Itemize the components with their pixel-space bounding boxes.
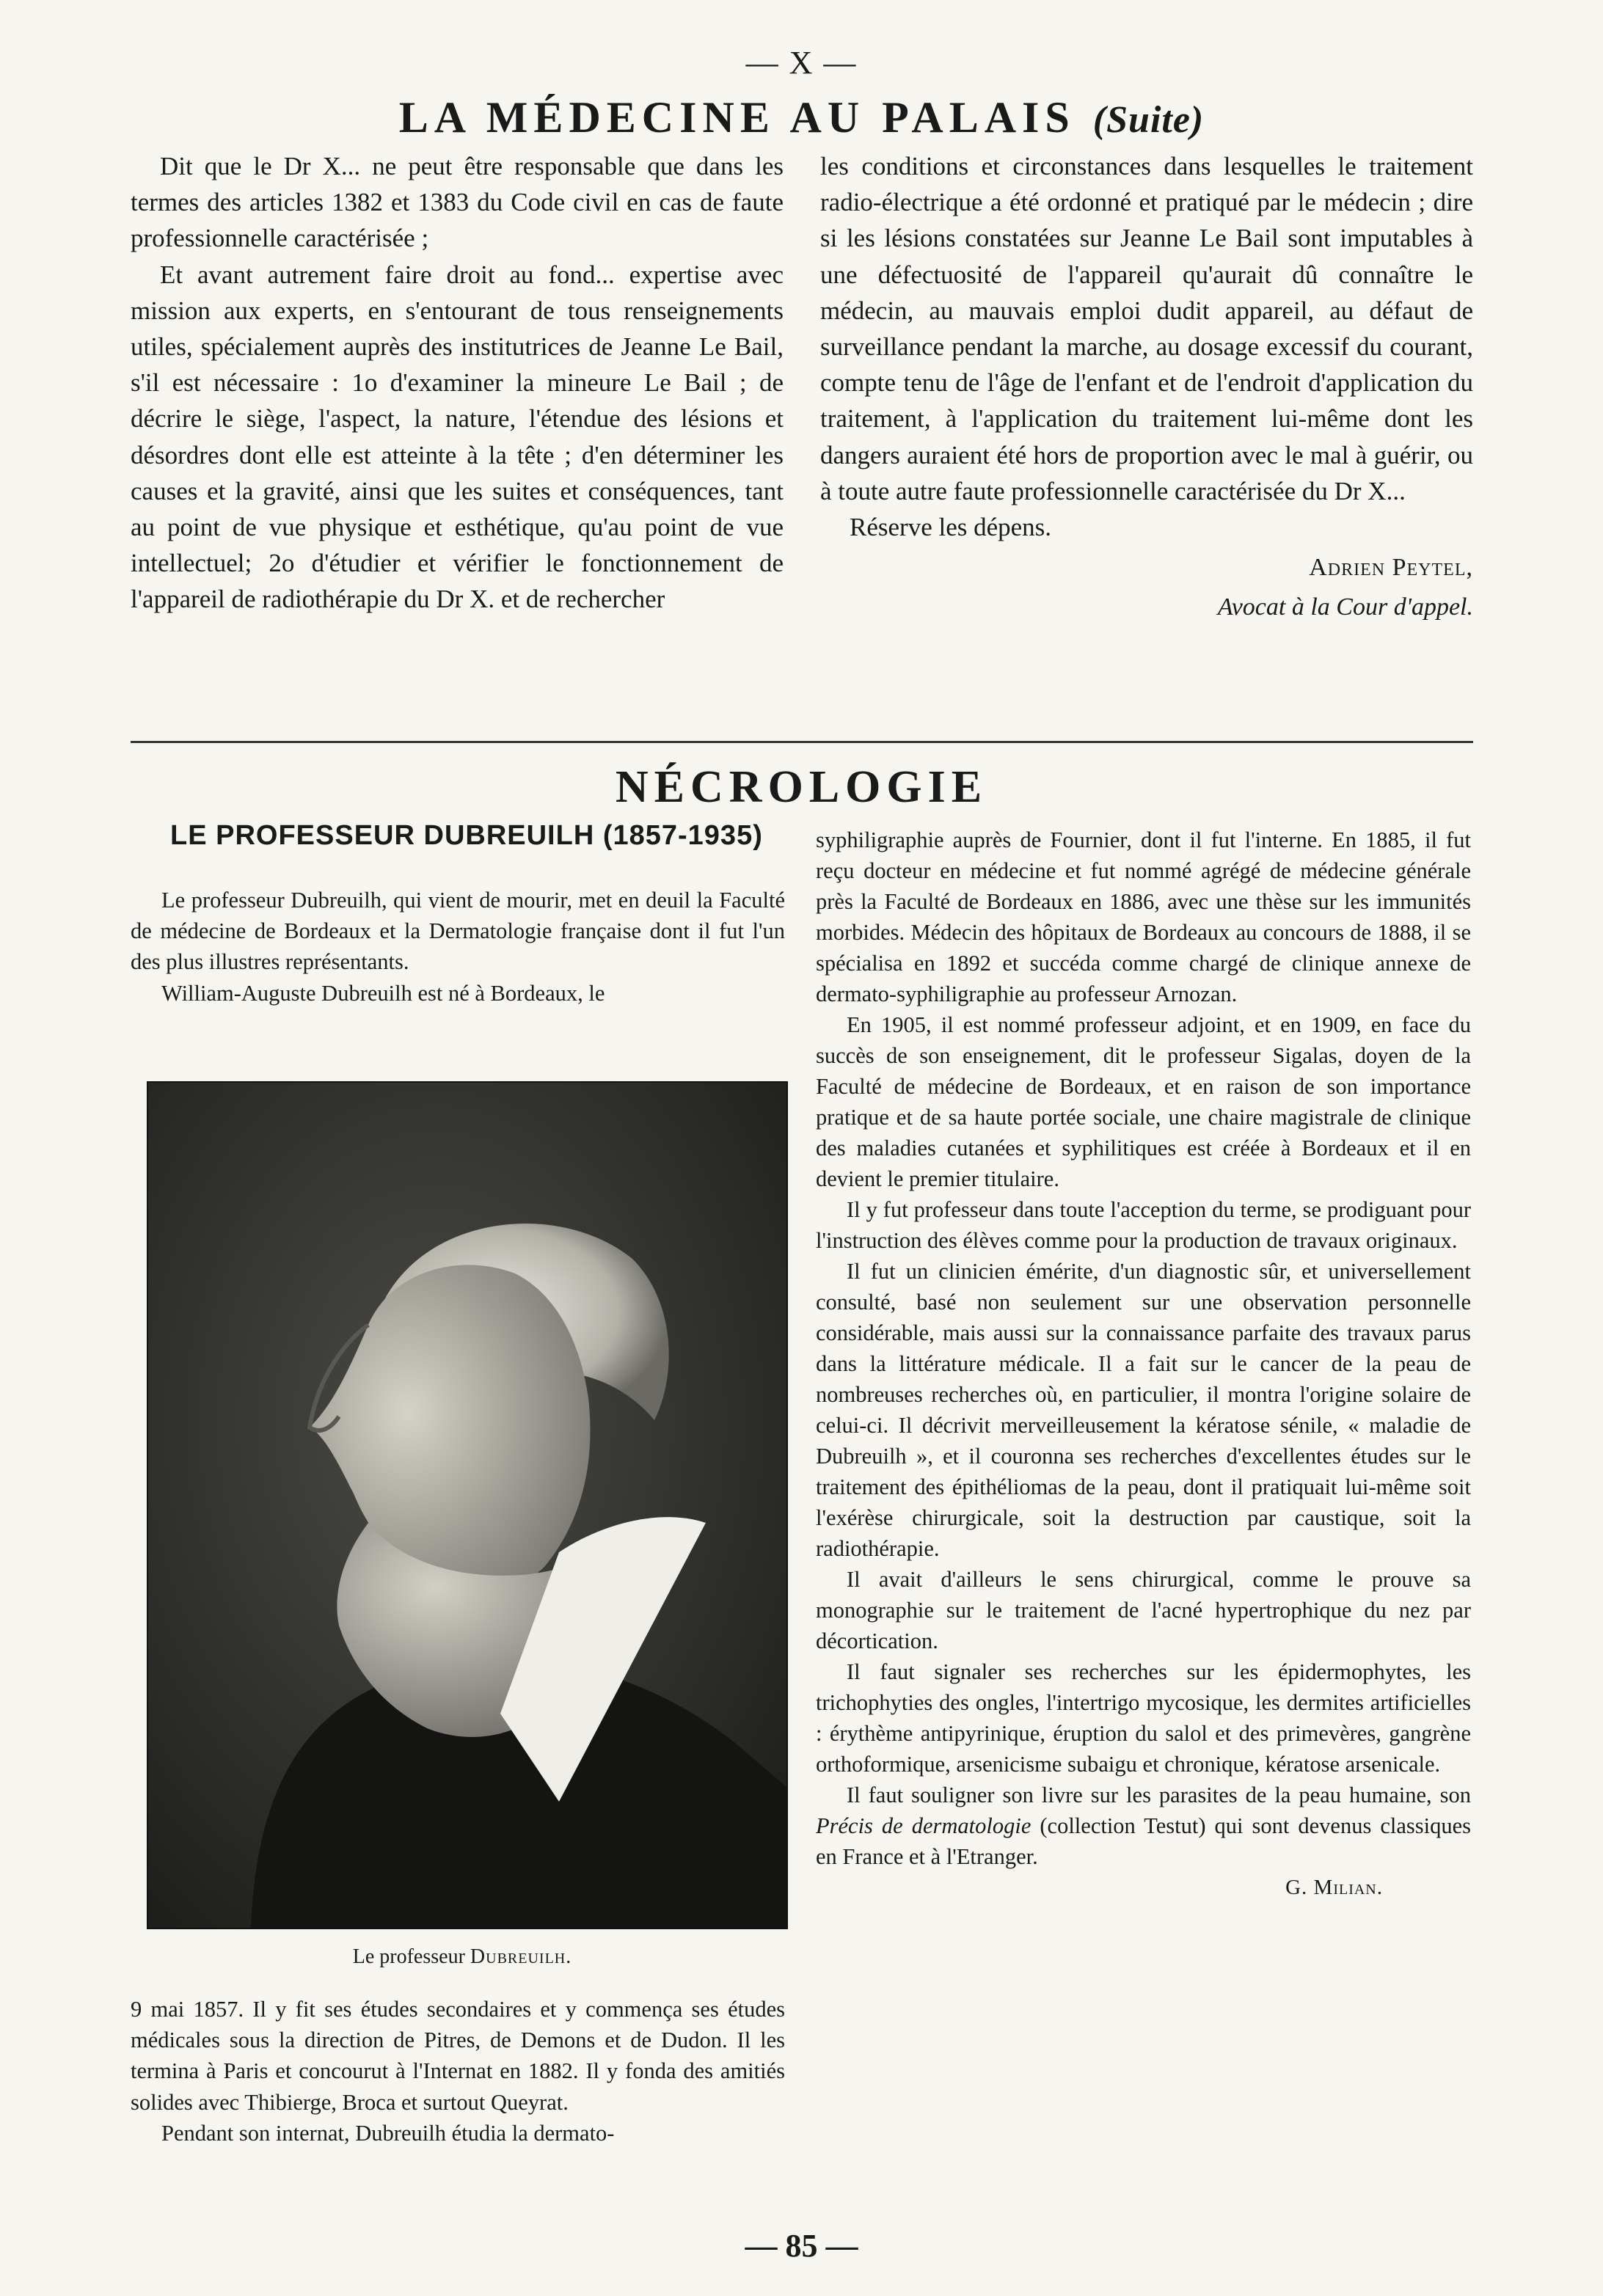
necro-intro-paragraph: Le professeur Dubreuilh, qui vient de mourir, met en deuil la Faculté de médecine de Bordeaux et la Dermatologie française dont il fut l'un des plus illustres représentants. (131, 888, 785, 975)
necro-right-last-paragraph (816, 1780, 1471, 1872)
necro-left-paragraph: 9 mai 1857. Il y fit ses études secondaires et y commença ses études médicales sous la direction de Pitres, de Demons et de Dudon. Il les termina à Paris et concourut à l'Internat en 1882. Il y fonda des amitiés solides avec Thibierge, Broca et surtout Queyrat. (131, 1997, 785, 2115)
court-left-paragraph: Dit que le Dr X... ne peut être responsable que dans les termes des articles 1382 et 1383 du Code civil en cas de faute professionnelle caractérisée ; (131, 152, 784, 253)
page-number: — 85 — (745, 2228, 858, 2264)
necrology-subtitle: LE PROFESSEUR DUBREUILH (1857-1935) (170, 820, 763, 851)
necro-right-paragraph: En 1905, il est nommé professeur adjoint, et en 1909, en face du succès de son enseignement, dit le professeur Sigalas, doyen de la Faculté de médecine de Bordeaux, et en raison de son importance pratique et de sa haute portée sociale, une chaire magistrale de clinique des maladies cutanées et syphilitiques est créée à Bordeaux et il en devient le premier titulaire. (816, 1012, 1471, 1191)
last-para-end: (collection Testut) qui sont devenus classiques en France et à l'Etranger. (816, 1813, 1471, 1869)
section-suite: (Suite) (1092, 99, 1205, 141)
court-signature (820, 548, 1473, 627)
photo-caption-name: Dubreuilh. (470, 1945, 572, 1968)
necro-right-column (816, 825, 1471, 1903)
signature-title: Avocat à la Cour d'appel. (1217, 593, 1473, 621)
court-left-paragraph: Et avant autrement faire droit au fond... expertise avec mission aux experts, en s'entourant de tous renseignements utiles, spécialement auprès des institutrices de Jeanne Le Bail, s'il est nécessaire : 1o d'examiner la mineure Le Bail ; de décrire le siège, l'aspect, la nature, l'étendue des lésions et désordres dont elle est atteinte à la tête ; d'en déterminer les causes et la gravité, ainsi que les suites et conséquences, tant au point de vue physique et esthétique, qu'au point de vue intellectuel; 2o d'étudier et vérifier le fonctionnement de l'appareil de radiothérapie du Dr X. et de rechercher (131, 260, 784, 614)
court-right-column (820, 148, 1473, 627)
photo-caption (139, 1945, 785, 1969)
court-right-paragraph: les conditions et circonstances dans lesquelles le traitement radio-électrique a été ordonné et pratiqué par le médecin ; dire si les lésions constatées sur Jeanne Le Bail sont imputables à une défectuosité de l'appareil qu'aurait dû connaître le médecin, au mauvais emploi dudit appareil, au défaut de surveillance pendant la marche, au dosage excessif du courant, compte tenu de l'âge de l'enfant et de l'endroit d'application du traitement, à l'application du traitement lui-même dont les dangers auraient été hors de proportion avec le mal à guérir, ou à toute autre faute professionnelle caractérisée du Dr X... (820, 152, 1473, 505)
necro-right-paragraph: Il avait d'ailleurs le sens chirurgical, comme le prouve sa monographie sur le traitement de l'acné hypertrophique du nez par décortication. (816, 1567, 1471, 1653)
necro-left-continued (131, 1994, 785, 2149)
signature-name: Adrien Peytel, (1309, 554, 1473, 582)
necro-right-paragraph: syphiligraphie auprès de Fournier, dont il fut l'interne. En 1885, il fut reçu docteur en médecine et fut nommé agrégé de médecine générale près la Faculté de Bordeaux en 1886, avec une thèse sur les immunités morbides. Médecin des hôpitaux de Bordeaux au concours de 1888, il se spécialisa en 1892 et succéda comme chargé de clinique annexe de dermato-syphiligraphie au professeur Arnozan. (816, 827, 1471, 1006)
page-label: — X — (745, 45, 858, 81)
court-left-column (131, 148, 784, 618)
portrait-photo (147, 1081, 788, 1929)
necro-intro-paragraph: William-Auguste Dubreuilh est né à Bordeaux, le (161, 980, 605, 1006)
necro-left-paragraph: Pendant son internat, Dubreuilh étudia la dermato- (161, 2120, 615, 2146)
photo-caption-prefix: Le professeur (352, 1945, 465, 1968)
section-title-text: LA MÉDECINE AU PALAIS (398, 93, 1076, 142)
book-title: Précis de dermatologie (816, 1813, 1031, 1838)
section-title (0, 92, 1603, 143)
necro-left-intro (131, 885, 785, 1009)
portrait-illustration (148, 1083, 786, 1928)
section-divider (131, 741, 1473, 743)
necro-right-paragraph: Il fut un clinicien émérite, d'un diagnostic sûr, et universellement consulté, basé non seulement sur une observation personnelle considérable, mais aussi sur la connaissance parfaite des travaux parus dans la littérature médicale. Il a fait sur le cancer de la peau de nombreuses recherches où, en particulier, il montra l'origine solaire de celui-ci. Il décrivit merveilleusement la kératose sénile, « maladie de Dubreuilh », et il couronna ses recherches d'excellentes études sur le traitement des épithéliomas de la peau, dont il pratiquait lui-même soit l'exérèse chirurgicale, soit la destruction par caustique, soit la radiothérapie. (816, 1259, 1471, 1561)
court-right-paragraph: Réserve les dépens. (850, 513, 1052, 542)
necro-right-paragraph: Il faut signaler ses recherches sur les épidermophytes, les trichophyties des ongles, l'intertrigo mycosique, les dermites artificielles : érythème antipyrinique, éruption du salol et des primevères, gangrène orthoformique, arsenicisme subaigu et chronique, kératose arsenicale. (816, 1659, 1471, 1777)
necrology-signature: G. Milian. (1285, 1876, 1383, 1899)
necro-right-paragraph: Il y fut professeur dans toute l'acception du terme, se prodiguant pour l'instruction des élèves comme pour la production de travaux originaux. (816, 1197, 1471, 1253)
necrology-title: NÉCROLOGIE (615, 762, 988, 812)
last-para-start: Il faut souligner son livre sur les parasites de la peau humaine, son (847, 1783, 1471, 1807)
